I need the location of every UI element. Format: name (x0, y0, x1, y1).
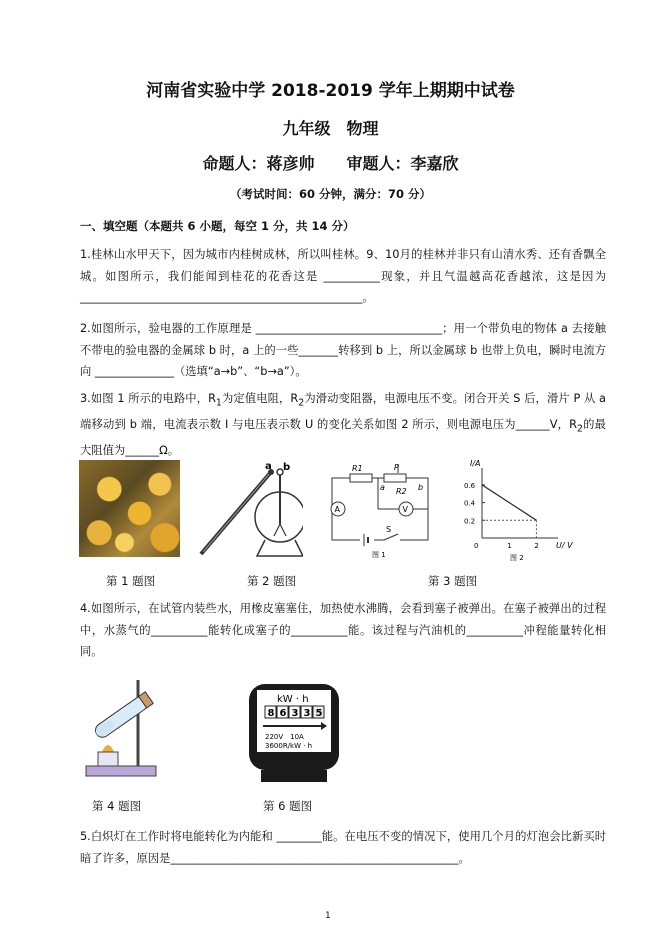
q3-text-a: 3.如图 1 所示的电路中，R (80, 392, 216, 405)
test-tube-figure (80, 672, 162, 782)
caption-fig1: 第 1 题图 (106, 574, 156, 588)
question-2: 2.如图所示，验电器的工作原理是 _________________________________；用一个带负电的物体 a 去接触不带电的验电器的金属球 b 时，a 上的一些_______转移到 b 上，所以金属球 b 也带上负电，瞬时电流方向 ______________（选填“a→b”、“b→a”）。 (80, 322, 606, 378)
osmanthus-photo (79, 460, 180, 557)
label-r1: R1 (352, 464, 363, 473)
subscript-2b: 2 (576, 423, 583, 434)
y-tick-label: 0.2 (464, 517, 476, 526)
meter-rev: 3600R/kW · h (265, 742, 313, 750)
y-axis-label: I/A (470, 459, 481, 468)
question-3 (80, 388, 606, 461)
x-tick-label: 2 (534, 542, 539, 550)
y-tick-label: 0.4 (464, 499, 476, 508)
meter-digit: 5 (315, 708, 323, 719)
label-switch: S (386, 525, 392, 534)
q3-text-d: 的最大阻值为______Ω。 (80, 417, 606, 457)
resistor-r1 (350, 474, 372, 482)
rheostat-r2 (384, 474, 406, 482)
question-1: 1.桂林山水甲天下，因为城市内桂树成林，所以叫桂林。9、10月的桂林并非只有山清水秀、还有香飘全城。如图所示，我们能闻到桂花的花香这是 __________现象，并且气温越高花香越浓，这是因为 __________________________________________________。 (80, 248, 606, 304)
q3-text-c: 为滑动变阻器，电源电压不变。闭合开关 S 后，滑片 P 从 a 端移动到 b 端，电流表示数 I 与电压表示数 U 的变化关系如图 2 所示，则电源电压为______V，R (80, 392, 606, 431)
caption-fig4: 第 4 题图 (92, 799, 142, 813)
graph-caption: 图 2 (510, 554, 524, 562)
meter-digit: 8 (267, 708, 275, 719)
meter-digit: 6 (279, 708, 287, 719)
label-p: P (394, 463, 399, 472)
label-b: b (283, 462, 291, 473)
circuit-caption: 图 1 (372, 551, 386, 559)
electricity-meter (247, 682, 341, 786)
meter-digit: 3 (291, 708, 299, 719)
exam-info: （考试时间：60 分钟，满分：70 分） (229, 187, 431, 201)
page-number: 1 (325, 911, 331, 921)
x-tick-label: 1 (507, 542, 512, 550)
x-axis-label: U/ V (556, 541, 573, 550)
label-a: a (265, 462, 272, 472)
meter-terminals (261, 770, 327, 782)
meter-rating: 220V 10A (265, 733, 304, 741)
switch-gap (384, 536, 400, 544)
question-4: 4.如图所示，在试管内装些水，用橡皮塞塞住，加热使水沸腾，会看到塞子被弹出。在塞子被弹出的过程中，水蒸气的__________能转化成塞子的__________能。该过程与汽油机的__________冲程能量转化相同。 (80, 602, 606, 658)
subscript-1: 1 (215, 397, 222, 409)
authors-line: 命题人：蒋彦帅 审题人：李嘉欣 (202, 154, 459, 173)
label-ammeter: A (334, 505, 340, 514)
label-a: a (380, 483, 385, 492)
circuit-figure (328, 462, 436, 560)
rod-highlight (203, 474, 269, 552)
stand-base (86, 766, 156, 776)
alcohol-lamp (98, 752, 118, 766)
label-voltmeter: V (402, 505, 408, 514)
foil-left (274, 524, 280, 536)
y-tick-label: 0.6 (464, 481, 476, 490)
x-tick-label: 0 (474, 542, 479, 550)
grade-subject: 九年级 物理 (282, 119, 379, 138)
foil-right (280, 524, 286, 536)
exam-title: 河南省实验中学 2018-2019 学年上期期中试卷 (146, 81, 515, 101)
subscript-2: 2 (298, 397, 305, 409)
meter-unit: kW · h (277, 694, 309, 705)
iu-graph (460, 458, 575, 562)
label-b: b (418, 483, 424, 492)
electroscope-figure (193, 462, 303, 560)
label-r2: R2 (396, 487, 407, 496)
flame-icon (102, 745, 114, 752)
meter-digit: 3 (303, 708, 311, 719)
caption-fig2: 第 2 题图 (247, 574, 297, 588)
caption-fig3: 第 3 题图 (428, 574, 478, 588)
caption-fig6: 第 6 题图 (263, 799, 313, 813)
section-heading: 一、填空题（本题共 6 小题，每空 1 分，共 14 分） (80, 219, 355, 233)
series-line (482, 485, 536, 520)
question-5: 5.白炽灯在工作时将电能转化为内能和 ________能。在电压不变的情况下，使用几个月的灯泡会比新买时暗了许多，原因是___________________________________________________。 (80, 830, 606, 865)
q3-text-b: 为定值电阻，R (221, 392, 299, 405)
